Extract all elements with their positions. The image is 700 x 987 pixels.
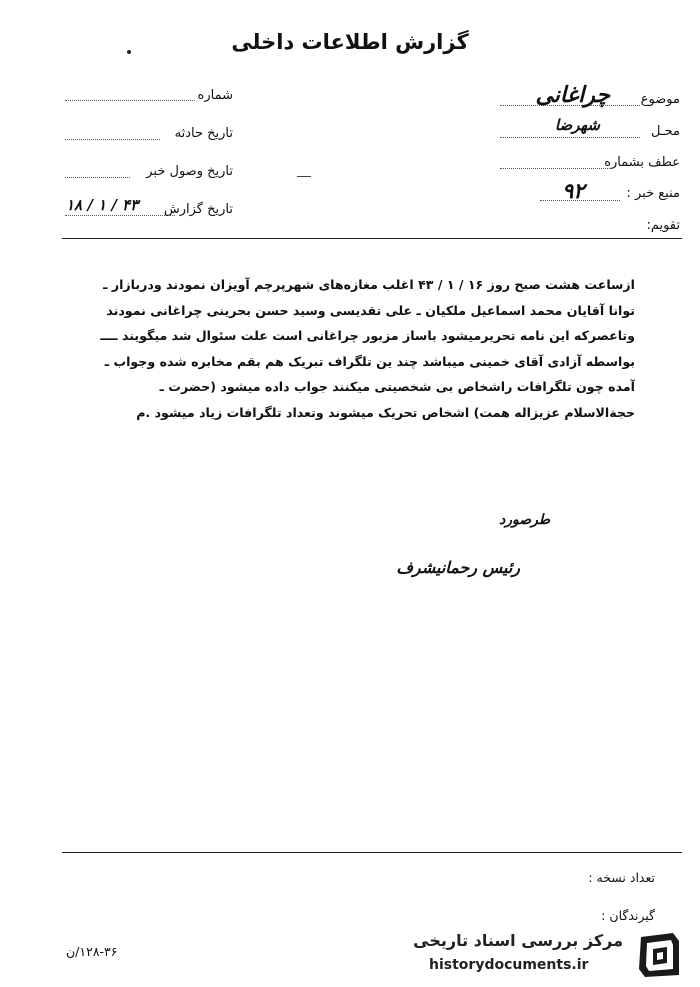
- location-label: محـل: [650, 124, 680, 139]
- watermark-name: مرکز بررسی اسناد تاریخی: [413, 931, 623, 950]
- receipt-date-dotted-line: [65, 177, 130, 178]
- reference-dotted-line: [500, 168, 610, 169]
- number-dotted-line: [65, 100, 195, 101]
- footer-separator: [62, 852, 682, 853]
- watermark-logo: [413, 925, 693, 983]
- incident-date-label: تاریخ حادثه: [174, 126, 233, 141]
- body-line: توانا آقایان محمد اسماعیل ملکیان ـ علی تقدیسی وسید حسن بحرینی چراغانی نمودند: [106, 302, 635, 318]
- header-separator: [62, 238, 682, 239]
- body-line: ازساعت هشت صبح روز ۱۶ / ۱ / ۴۳ اغلب مغازه‌های شهرپرچم آویزان نمودند ودربازار ـ: [103, 277, 635, 292]
- body-line: وتاعصرکه این نامه تحریرمیشود باساز مزبور چراغانی است علت سئوال شد میگویند ــــ: [100, 328, 635, 343]
- report-date-label: تاریخ گزارش: [163, 202, 233, 217]
- document-code: ۱۲۸-۳۶/ن: [66, 944, 118, 959]
- body-line: حجةالاسلام عزیزاله همت) اشخاص تحریک میشوند وتعداد تلگرافات زیاد میشود .م: [136, 404, 635, 420]
- evaluation-label: تقویم:: [646, 218, 680, 233]
- stray-mark: [297, 176, 311, 177]
- watermark-url: historydocuments.ir: [429, 957, 589, 973]
- subject-label: موضوع: [640, 92, 680, 107]
- copies-label: تعداد نسخه :: [588, 870, 655, 885]
- signature-line-2: رئیس رحمانیشرف: [396, 558, 520, 577]
- incident-date-dotted-line: [65, 139, 160, 140]
- body-line: آمده چون تلگرافات راشخاص بی شخصیتی میکنند جواب داده میشود (حضرت ـ: [159, 379, 635, 394]
- document-emblem-icon: [633, 929, 687, 981]
- receipt-date-label: تاریخ وصول خبر: [146, 164, 233, 179]
- reference-label: عطف بشماره: [604, 155, 680, 170]
- signature-line-1: طرصورد: [499, 512, 550, 528]
- page-title: گزارش اطلاعات داخلی: [231, 30, 469, 54]
- report-body: [65, 272, 635, 425]
- report-date-value: ۱۸ / ۱ / ۴۳: [66, 196, 139, 214]
- number-label: شماره: [197, 88, 233, 103]
- location-value: شهرضا: [554, 116, 600, 134]
- location-dotted-line: [500, 137, 640, 138]
- source-label: منبع خبر :: [626, 186, 680, 201]
- body-line: بواسطه آزادی آقای خمینی میباشد چند ین تلگراف تبریک هم بقم مخابره شده وجواب ـ: [104, 353, 635, 369]
- subject-value: چراغانی: [535, 82, 610, 108]
- source-value: ۹۲: [562, 178, 585, 203]
- stray-dot: [127, 50, 131, 54]
- report-date-dotted-line: [65, 215, 175, 216]
- recipients-label: گیرندگان :: [601, 908, 655, 923]
